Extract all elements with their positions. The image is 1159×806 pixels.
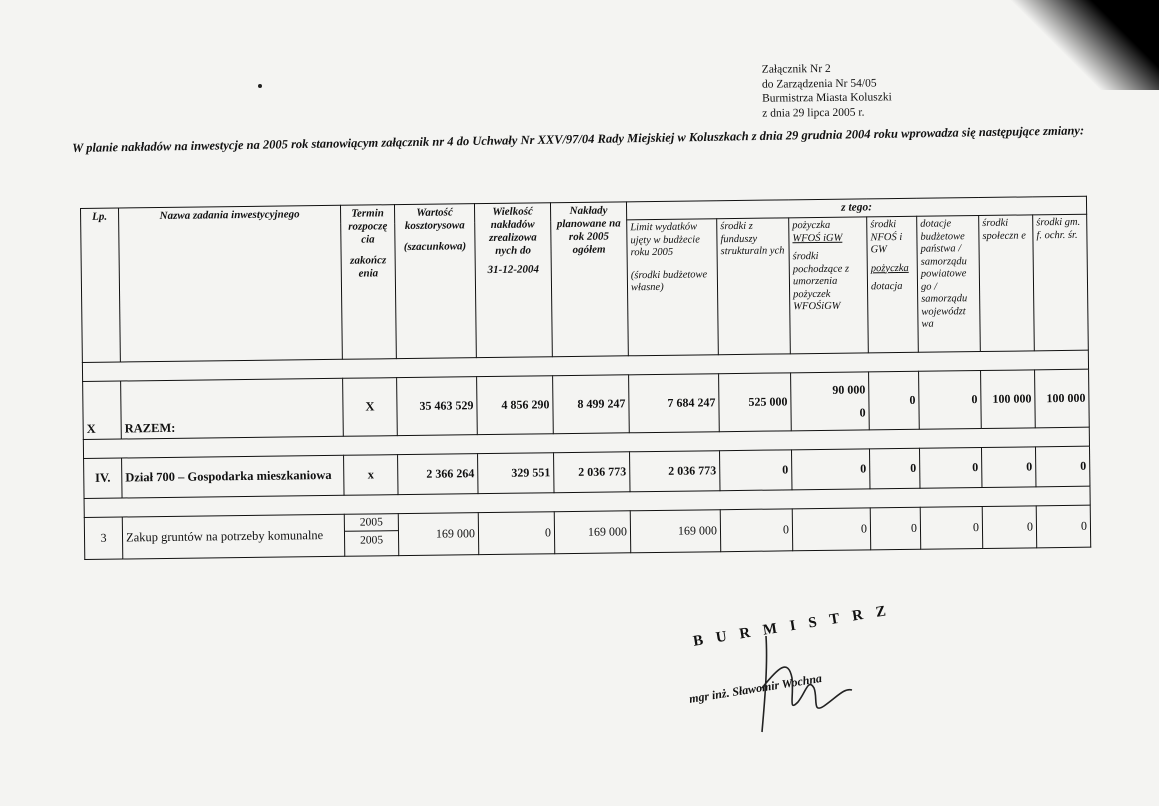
annex-note bbox=[762, 61, 892, 120]
header-structural: środki z funduszy strukturaln ych bbox=[717, 218, 791, 355]
cell-term: X bbox=[343, 378, 398, 437]
cell-nfos: 0 bbox=[869, 371, 920, 430]
header-env: środki gm. f. ochr. śr. bbox=[1033, 214, 1089, 351]
header-social: środki społeczn e bbox=[979, 215, 1035, 352]
scan-speck bbox=[258, 84, 262, 88]
document-heading: W planie nakładów na inwestycje na 2005 rok stanowiącym załącznik nr 4 do Uchwały Nr XXV/97/04 Rady Miejskiej w Koluszkach z dnia 29 grudnia 2004 roku wprowadza się następujące zmiany: bbox=[72, 123, 1085, 155]
cell-planned: 8 499 247 bbox=[553, 375, 630, 434]
cell-term bbox=[344, 514, 399, 557]
cell-env: 0 bbox=[1036, 505, 1091, 548]
cell-loan bbox=[791, 372, 870, 431]
header-of-which: z tego: bbox=[626, 196, 1086, 220]
header-realized-date: 31-12-2004 bbox=[487, 263, 540, 277]
cell-loan-value: 90 000 bbox=[832, 381, 866, 397]
cell-term-end: 2005 bbox=[360, 534, 384, 547]
header-nfos-grant: dotacja bbox=[870, 280, 903, 293]
cell-lp: 3 bbox=[84, 517, 123, 559]
signature-block bbox=[688, 601, 948, 738]
header-grants: dotacje budżetowe państwa / samorządu powiatowe go / samorządu województ wa bbox=[917, 216, 981, 353]
header-limit bbox=[627, 219, 719, 356]
cell-value: 35 463 529 bbox=[397, 377, 478, 436]
cell-realized: 329 551 bbox=[478, 453, 554, 494]
header-value-note: (szacunkowa) bbox=[403, 240, 467, 254]
cell-structural: 0 bbox=[720, 450, 792, 491]
cell-grants: 0 bbox=[920, 506, 983, 549]
scan-corner-shadow bbox=[1009, 0, 1159, 90]
cell-lp: X bbox=[83, 381, 122, 439]
cell-planned: 2 036 773 bbox=[554, 452, 630, 493]
cell-limit: 7 684 247 bbox=[629, 374, 720, 433]
header-term-end: zakończ enia bbox=[350, 254, 387, 280]
cell-name: Dział 700 – Gospodarka mieszkaniowa bbox=[122, 455, 344, 498]
cell-term: x bbox=[344, 455, 398, 496]
cell-grants: 0 bbox=[919, 448, 981, 489]
cell-social: 0 bbox=[981, 447, 1035, 488]
annex-line-3: Burmistrza Miasta Koluszki bbox=[762, 91, 892, 105]
cell-planned: 169 000 bbox=[554, 511, 631, 554]
signature-name: mgr inż. Sławomir Wochna bbox=[688, 670, 823, 706]
cell-name: Zakup gruntów na potrzeby komunalne bbox=[122, 514, 344, 559]
cell-loan-redeemed: 0 bbox=[859, 404, 866, 419]
header-value bbox=[394, 204, 476, 359]
header-nfos bbox=[867, 216, 919, 353]
cell-value: 2 366 264 bbox=[398, 454, 478, 495]
header-realized bbox=[474, 203, 552, 358]
annex-line-4: z dnia 29 lipca 2005 r. bbox=[762, 106, 865, 120]
header-loan-fund: WFOŚ iGW bbox=[792, 232, 843, 244]
cell-limit: 169 000 bbox=[630, 510, 721, 553]
header-nfos-loan: pożyczka bbox=[870, 262, 909, 274]
annex-line-1: Załącznik Nr 2 bbox=[761, 62, 831, 76]
cell-lp: IV. bbox=[84, 458, 122, 498]
header-name: Nazwa zadania inwestycyjnego bbox=[119, 205, 343, 362]
header-loan-label: pożyczka bbox=[792, 219, 831, 232]
cell-term-start: 2005 bbox=[345, 514, 398, 532]
header-loan-redeemed: środki pochodzące z umorzenia pożyczek WFOŚiGW bbox=[792, 250, 850, 313]
header-loan bbox=[789, 217, 869, 354]
investment-table-wrapper bbox=[80, 196, 1091, 560]
cell-social: 100 000 bbox=[981, 370, 1036, 429]
header-value-label: Wartość kosztorysowa bbox=[404, 206, 465, 233]
header-nfos-label: środki NFOŚ i GW bbox=[870, 219, 903, 256]
cell-nfos: 0 bbox=[870, 507, 921, 550]
cell-env: 100 000 bbox=[1035, 369, 1090, 428]
header-realized-label: Wielkość nakładów zrealizowa nych do bbox=[488, 205, 537, 257]
cell-nfos: 0 bbox=[870, 448, 920, 489]
signature-title: BURMISTRZ bbox=[692, 601, 900, 650]
cell-realized: 0 bbox=[478, 512, 555, 555]
cell-structural: 0 bbox=[720, 509, 793, 552]
header-lp: Lp. bbox=[81, 208, 121, 362]
cell-limit: 2 036 773 bbox=[630, 451, 720, 492]
cell-loan: 0 bbox=[792, 508, 871, 551]
cell-env: 0 bbox=[1035, 446, 1090, 487]
cell-value: 169 000 bbox=[398, 513, 479, 556]
header-limit-note: (środki budżetowe własne) bbox=[630, 268, 708, 294]
investment-table bbox=[80, 196, 1091, 560]
cell-social: 0 bbox=[982, 506, 1037, 549]
annex-line-2: do Zarządzenia Nr 54/05 bbox=[761, 76, 877, 91]
header-limit-label: Limit wydatków ujęty w budżecie roku 2005 bbox=[630, 221, 700, 259]
header-term-start: Termin rozpoczę cia bbox=[348, 207, 388, 246]
cell-name: RAZEM: bbox=[121, 378, 344, 439]
cell-realized: 4 856 290 bbox=[477, 376, 554, 435]
header-term bbox=[340, 205, 396, 360]
cell-structural: 525 000 bbox=[719, 373, 792, 432]
cell-grants: 0 bbox=[919, 371, 982, 430]
header-planned: Nakłady planowane na rok 2005 ogółem bbox=[550, 202, 628, 357]
handwritten-signature-icon bbox=[748, 628, 888, 738]
cell-loan: 0 bbox=[792, 449, 870, 490]
